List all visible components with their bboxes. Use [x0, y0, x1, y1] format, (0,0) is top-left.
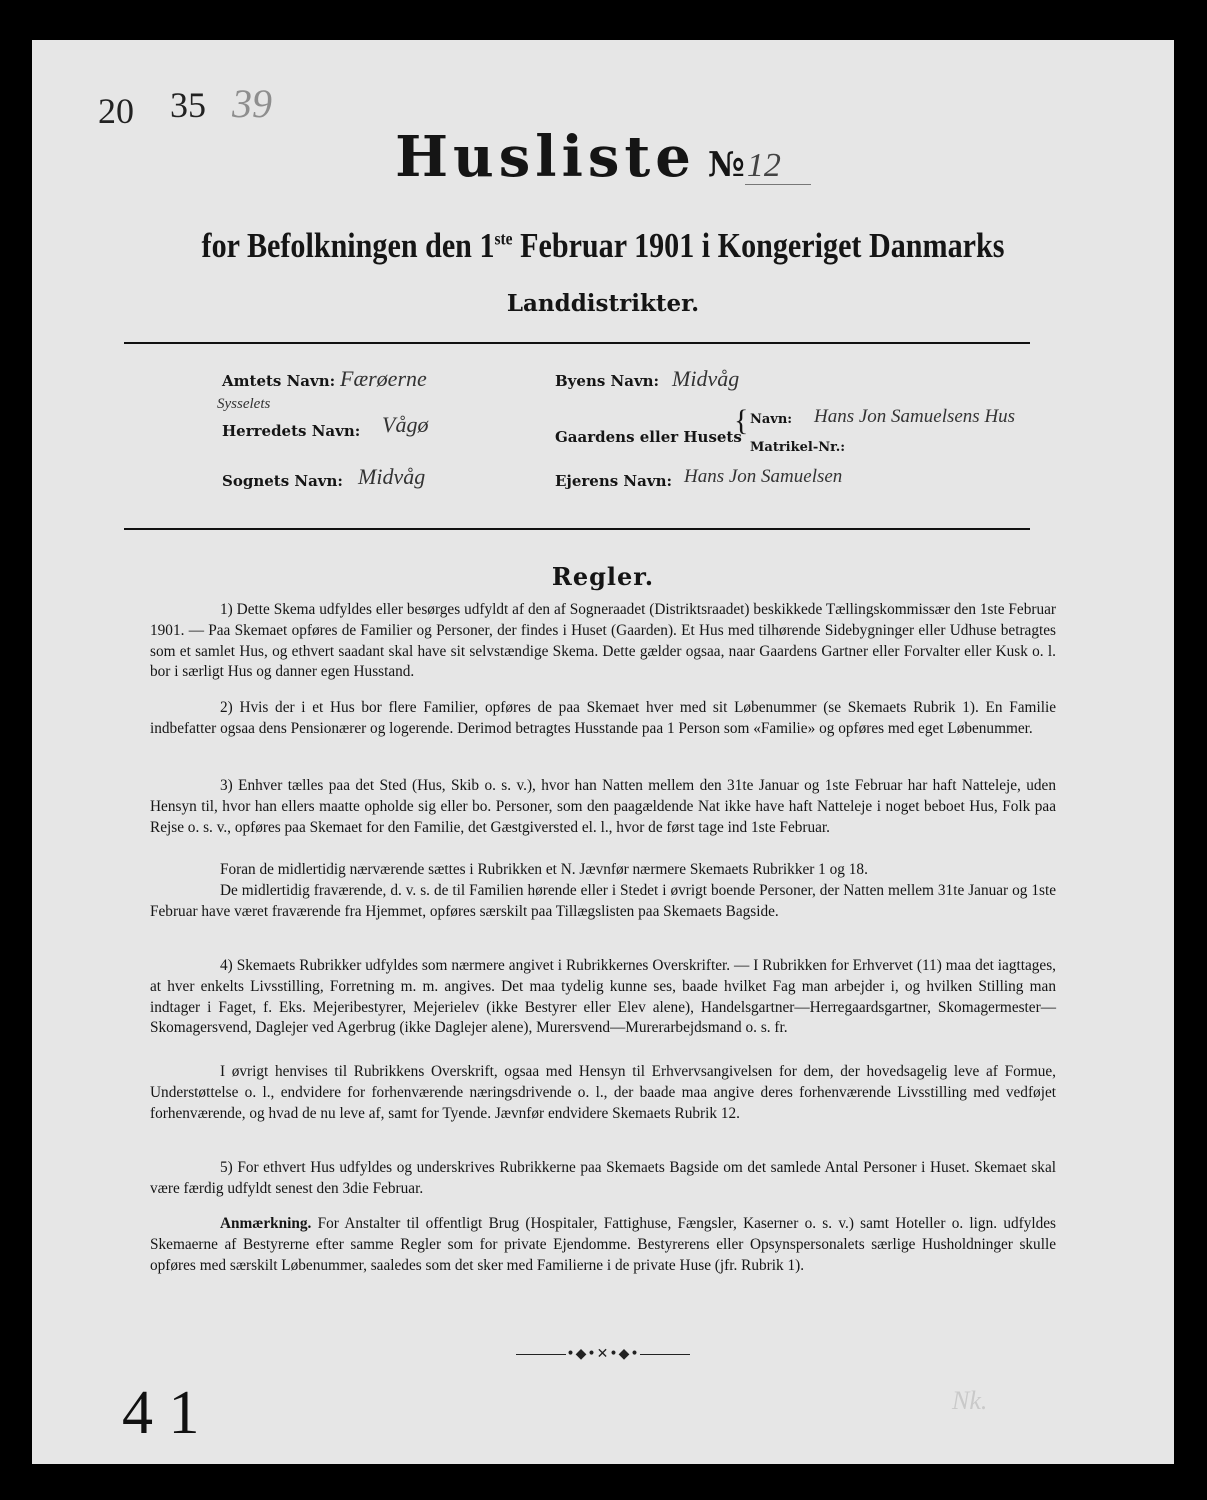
- title-text: Husliste: [395, 124, 696, 190]
- sheet-number: 20: [98, 91, 134, 131]
- sogn-label: Sognets Navn:: [222, 472, 343, 490]
- herred-label: Herredets Navn:: [222, 422, 361, 440]
- herred-value: Vågø: [382, 412, 429, 437]
- rule-2: 2) Hvis der i et Hus bor flere Familier, opføres de paa Skemaet hver med sit Løbenummer (se Skemaets Rubrik 1). En Familie indbefatter ogsaa dens Pensionærer og logerende. Derimod betragtes Husstande paa 1 Person som «Familie» og opføres med eget Løbenummer.: [150, 699, 1056, 737]
- remark: Anmærkning. For Anstalter til offentligt Brug (Hospitaler, Fattighuse, Fængsler, Kaserner o. s. v.) samt Hoteller o. lign. udfyldes Skemaerne af Bestyrerne efter samme Regler som for private Ejendomme. Bestyrerens eller Opsynspersonalets særlige Husholdninger skulle opføres med særskilt Løbenummer, saaledes som det sker med Familierne i de private Huse (jfr. Rubrik 1).: [150, 1215, 1056, 1274]
- rule-4-note: I øvrigt henvises til Rubrikkens Overskrift, ogsaa med Hensyn til Erhvervsangivelsen for dem, der hovedsagelig leve af Formue, Understøttelse o. l., endvidere for forhenværende næringsdrivende o. l., der baade maa angive deres forhenværende Livsstilling med vedføjet forhenværende, og hvad de nu leve af, samt for Tyende. Jævnfør endvidere Skemaets Rubrik 12.: [150, 1063, 1056, 1122]
- gaard-navn-value: Hans Jon Samuelsens Hus: [814, 406, 1016, 427]
- ornament-divider: [32, 1346, 1174, 1362]
- handwritten-page-number: 39: [232, 81, 272, 126]
- by-value: Midvåg: [672, 366, 740, 391]
- form-subtitle: for Befolkningen den 1ste Februar 1901 i Kongeriget Danmarks: [201, 226, 1005, 265]
- form-title: [32, 124, 1174, 190]
- rule-4: 4) Skemaets Rubrikker udfyldes som nærmere angivet i Rubrikkernes Overskrifter. — I Rubrikken for Erhvervet (11) maa det iagttages, at hver enkelts Livsstilling, Forretning m. m. angives. Det maa tydelig kunne ses, baade hvilket Fag man arbejder i, og hvilken Stilling man indtager i Faget, f. Eks. Mejeribestyrer, Mejerielev (ikke Bestyrer eller Elev alene), Handelsgartner—Herregaardsgartner, Skomagermester—Skomagersvend, Daglejer ved Agerbrug (ikke Daglejer alene), Murersvend—Murerarbejdsmand o. s. fr.: [150, 957, 1056, 1037]
- ornament-glyph: •◆•✕•◆•: [566, 1346, 640, 1362]
- rule-1: 1) Dette Skema udfyldes eller besørges udfyldt af den af Sogneraadet (Distriktsraadet) beskikkede Tællingskommissær den 1ste Februar 1901. — Paa Skemaet opføres de Familier og Personer, der findes i Huset (Gaarden). Et Hus med tilhørende Sidebygninger eller Udhuse betragtes som et samlet Hus, og ethvert saadant skal have sit selvstændige Skema. Dette gælder ogsaa, naar Gaardens Gartner eller Forvalter eller Kusk o. l. bor i særligt Hus og danner egen Husstand.: [150, 601, 1056, 681]
- number-sign: №: [707, 145, 745, 185]
- brace-symbol: {: [734, 404, 749, 437]
- district-type: Landdistrikter.: [506, 290, 700, 317]
- divider-bottom: [124, 528, 1030, 530]
- divider-top: [124, 342, 1030, 344]
- faint-stamp: Nk.: [952, 1386, 988, 1415]
- census-form-page: [32, 40, 1174, 1464]
- rule-3-note-a: Foran de midlertidig nærværende sættes i Rubrikken et N. Jævnfør nærmere Skemaets Rubrikker 1 og 18.: [220, 861, 868, 878]
- by-label: Byens Navn:: [555, 372, 660, 390]
- herred-correction: Sysselets: [217, 396, 271, 412]
- ejer-value: Hans Jon Samuelsen: [684, 466, 843, 487]
- amt-value: Færøerne: [340, 366, 427, 391]
- gaard-label: Gaardens eller Husets: [555, 428, 742, 446]
- gaard-navn-label: Navn:: [750, 412, 793, 427]
- rule-3: 3) Enhver tælles paa det Sted (Hus, Skib o. s. v.), hvor han Natten mellem den 31te Januar og 1ste Februar har haft Natteleje, uden Hensyn til, hvor han ellers maatte opholde sig eller bo. Personer, som den paagældende Nat ikke have haft Natteleje i noget beboet Hus, Folk paa Rejse o. s. v., opføres paa Skemaet for den Familie, det Gæstgiversted el. l., hvor de først tage ind 1ste Februar.: [150, 777, 1056, 836]
- house-list-number: 12: [745, 147, 811, 185]
- amt-label: Amtets Navn:: [222, 372, 336, 390]
- matrikel-label: Matrikel-Nr.:: [750, 440, 846, 455]
- rule-5: 5) For ethvert Hus udfyldes og underskrives Rubrikkerne paa Skemaets Bagside om det samlede Antal Personer i Huset. Skemaet skal være færdig udfyldt senest den 3die Februar.: [150, 1159, 1056, 1197]
- handwritten-tally: 4 1: [122, 1379, 200, 1447]
- form-number: 35: [170, 85, 206, 125]
- ejer-label: Ejerens Navn:: [555, 472, 673, 490]
- rule-3-note-b: De midlertidig fraværende, d. v. s. de til Familien hørende eller i Stedet i øvrigt boende Personer, der Natten mellem 31te Januar og 1ste Februar have været fraværende fra Hjemmet, opføres særskilt paa Tillægslisten paa Skemaets Bagside.: [150, 882, 1056, 920]
- sogn-value: Midvåg: [358, 464, 426, 489]
- rules-heading: Regler.: [551, 562, 655, 591]
